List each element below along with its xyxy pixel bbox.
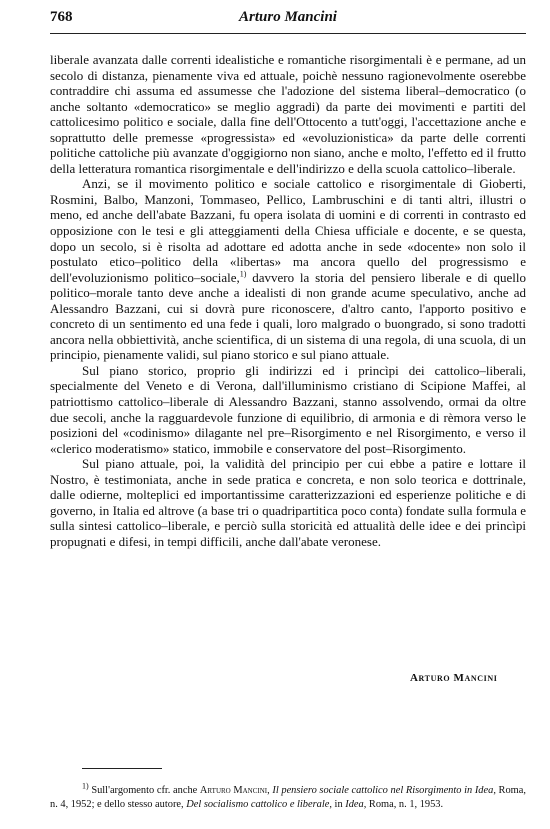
page-number: 768 (50, 9, 73, 25)
footnote-text (50, 781, 526, 811)
paragraph-2-continuation: davvero la storia del pensiero liberale e di quello politico–morale tanto deve anche a idealisti di non grande acume speculativo, anche ad Alessandro Bazzani, cui si dovrà pure riconoscere, d'altro canto, l'apporto positivo e concreto di un sentimento ed una fede i quali, loro malgrado o buongrado, si sono tradotti ancora nella obbiettività, anche scientifica, di un sistema di una regola, di una scuola, di un principio, pienamente validi, sul piano storico e sul piano attuale. (50, 269, 526, 363)
footnote-title-2: Del socialismo cattolico e liberale (186, 798, 330, 810)
author-signature: Arturo Mancini (410, 672, 498, 684)
footnote-journal: Idea (345, 798, 364, 810)
footnote-text-2: , (267, 785, 273, 796)
footnote-text-5: , Roma, n. 1, 1953. (363, 798, 444, 810)
footnote-marker: 1) (82, 781, 89, 791)
footnote (50, 781, 526, 811)
footnote-text-3: , Roma, n. 4, 1952; e dello stesso autore, (50, 785, 526, 810)
footnote-text-1: Sull'argomento cfr. anche (88, 785, 200, 796)
footnote-reference: 1) (239, 269, 247, 279)
paragraph-3: Sul piano storico, proprio gli indirizzi ed i princìpi dei cattolico–liberali, specialmente del Veneto e di Verona, dall'illuminismo cristiano di Scipione Maffei, al patriottismo cattolico–liberale di Alessandro Bazzani, stanno assolvendo, ormai da oltre due secoli, anche la ragguardevole funzione di equilibrio, di armonia e di rèmora verso le posizioni del «codinismo» dilagante nel pre–Risorgimento e nel Risorgimento, e verso il «clerico moderatismo» statico, immobile e conservatore del post–Risorgimento. (50, 362, 526, 456)
paragraph-1: liberale avanzata dalle correnti idealistiche e romantiche risorgimentali è e permane, ad un secolo di distanza, pienamente viva ed attuale, poichè nessuno ragionevolmente oserebbe contraddire chi assuma ed assumesse che l'adozione del sistema liberal–democratico (o anche soltanto «democratico» se meglio aggradi) da parte dei movimenti e partiti del cattolicesimo politico e sociale, dalla fine dell'Ottocento a tutt'oggi, l'accettazione anche e soprattutto delle premesse «progressista» ed «evoluzionistica» da parte delle correnti politiche cattoliche più avanzate d'oggigiorno non siano, anche e molto, l'effetto ed il frutto della letteratura romantica risorgimentale e dell'indirizzo e della scuola cattolico–liberale. (50, 52, 526, 176)
header-rule (50, 33, 526, 34)
running-head: Arturo Mancini (239, 9, 337, 25)
paragraph-4: Sul piano attuale, poi, la validità del principio per cui ebbe a patire e lottare il Nostro, è testimoniata, anche in sede pratica e concreta, e non solo teorica e dottrinale, dalle odierne, molteplici ed importantissime caratterizzazioni ed esperienze politiche e di governo, in Italia ed altrove (a base tri o quadripartitica poco conta) fondate sulla formula e sulla sintesi cattolico–liberale, e perciò sulla storicità ed attualità delle idee e dei princìpi propugnati e difesi, in tempi difficili, anche dall'abate veronese. (50, 456, 526, 549)
paragraph-2 (50, 176, 526, 363)
page-header (50, 9, 526, 31)
paragraph-2-text: Anzi, se il movimento politico e sociale cattolico e risorgimentale di Gioberti, Rosmini, Balbo, Manzoni, Tommaseo, Pellico, Lambruschini e di tanti altri, illustri o meno, ed anche dell'abate Bazzani, fu opera isolata di uomini e di correnti in contrasto ed opposizione con le tesi e gli atteggiamenti della Chiesa ufficiale e docente, e se questa, dopo un secolo, si è risolta ad adottare ed adotta anche in sede «docente» non solo il postulato etico–politico della «libertas» ma ancora quello del progressismo e dell'evoluzionismo politico–sociale, (50, 176, 526, 285)
body-text (50, 52, 526, 550)
footnote-text-4: , in (329, 798, 346, 810)
footnote-author: Arturo Mancini (199, 785, 268, 796)
footnote-title-1: Il pensiero sociale cattolico nel Risorgimento in Idea (272, 785, 494, 796)
footnote-rule (82, 768, 162, 769)
